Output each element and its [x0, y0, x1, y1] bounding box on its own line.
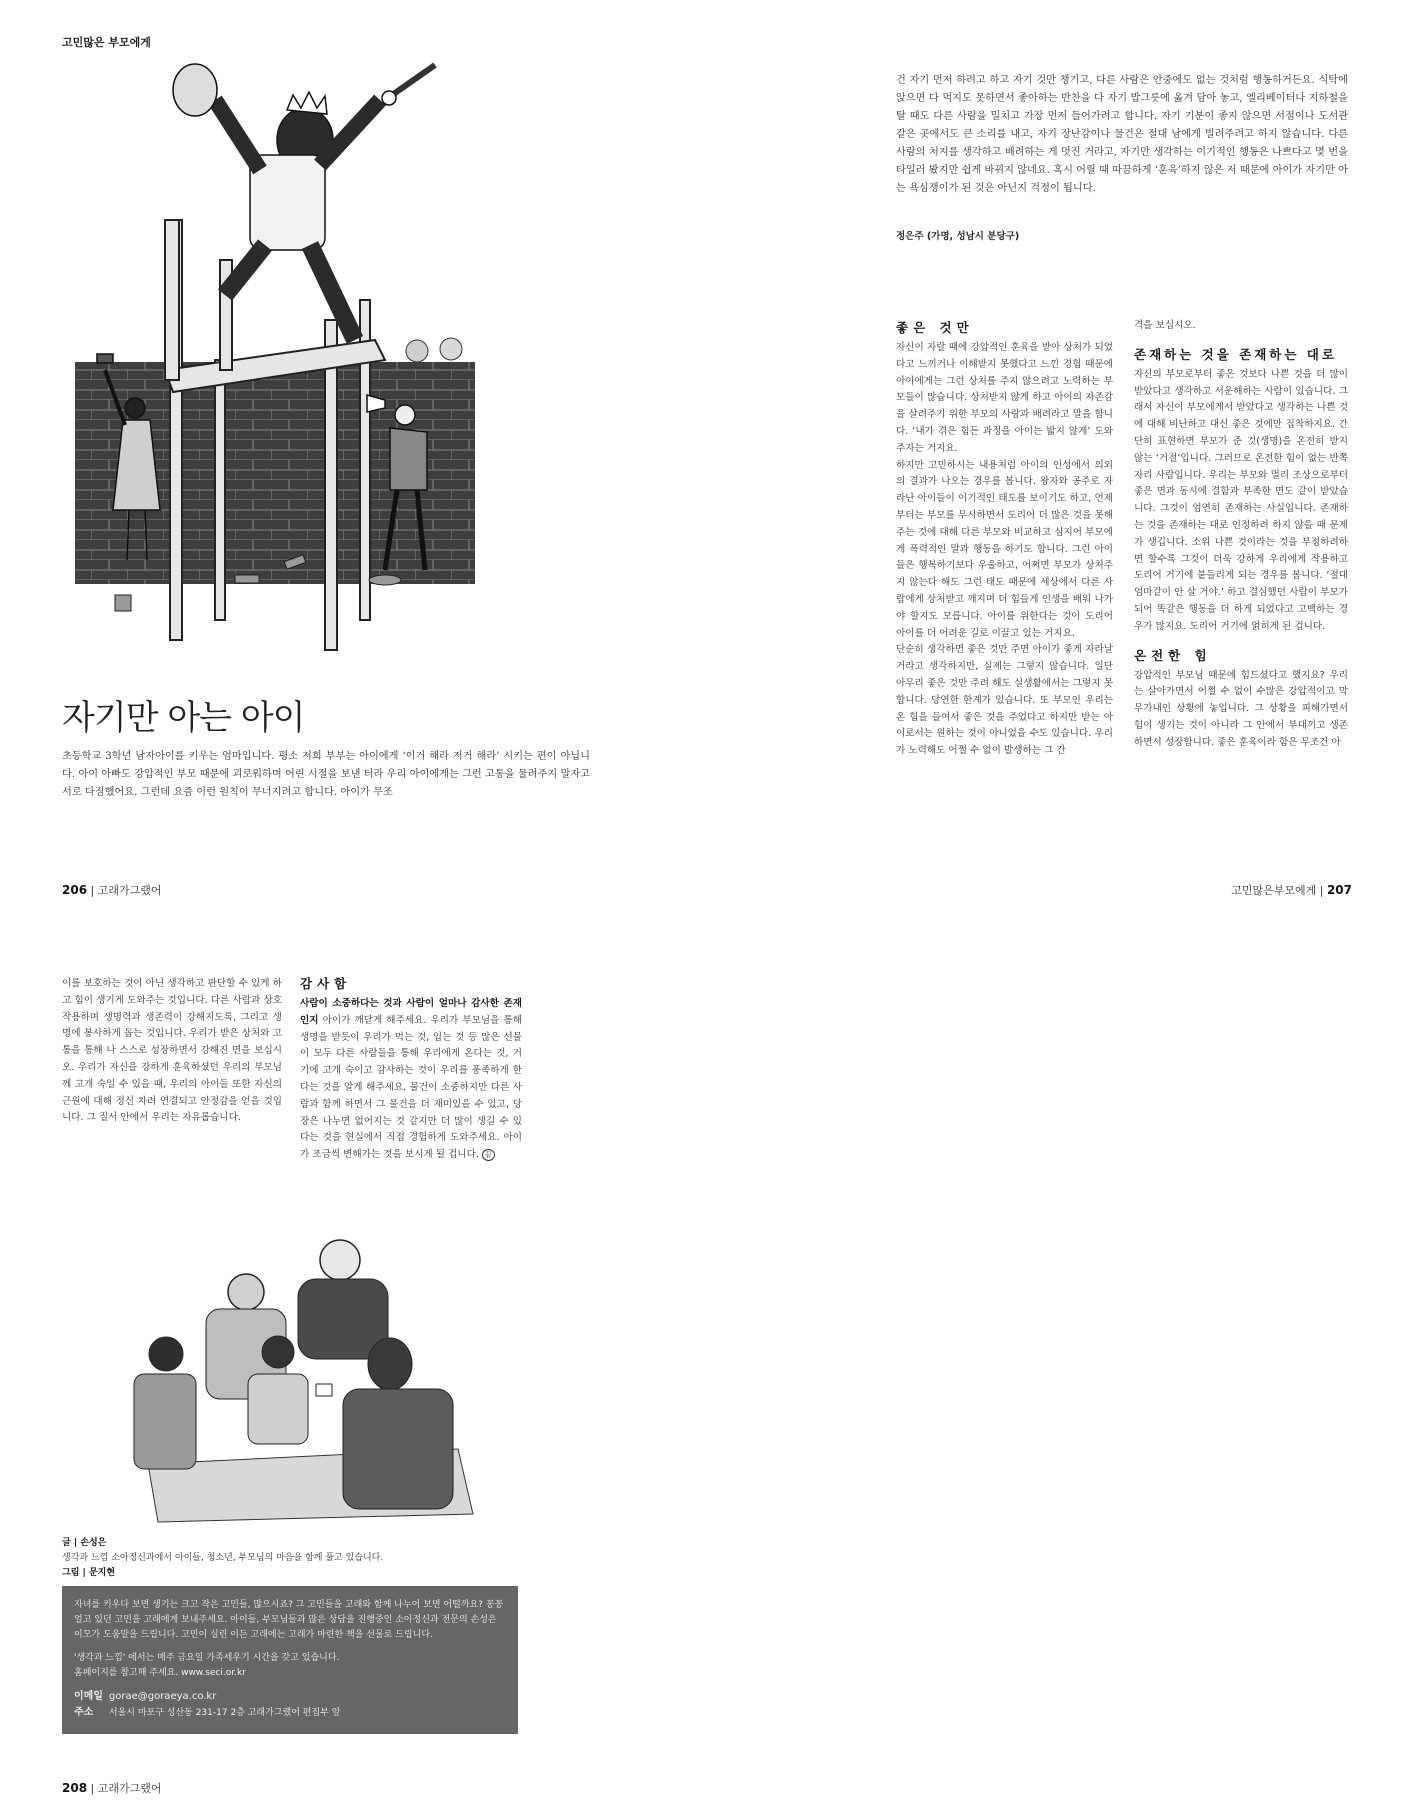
credit-writer-desc: 생각과 느낌 소아정신과에서 아이들, 청소년, 부모님의 마음을 함께 풀고 있습니다. [62, 1553, 384, 1563]
illustration-family-gathering [128, 1234, 488, 1524]
text-thanks-body: 아이가 깨닫게 해주세요. 우리가 부모님을 통해 생명을 받듯이 우리가 먹는 것, 입는 것 등 많은 선물이 모두 다른 사람들을 통해 우리에게 온다는 것, 거기에 고개 숙이고 감사하는 것이 우리를 풍족하게 한다는 것을 알게 해주세요. 물건이 소중하지만 다른 사람과 함께 하면서 그 물건을 더 재미있을 수 있고, 당장은 나누면 없어지는 것 같지만 더 많이 생길 수 있다는 것을 현실에서 직접 경험하게 도와주세요. 아이가 조금씩 변해가는 것을 보시게 될 겁니다. [300, 1014, 522, 1161]
text-thanks [300, 996, 522, 1164]
column-left-207 [896, 312, 1113, 760]
box-text-1: 자녀를 키우다 보면 생기는 크고 작은 고민들, 많으시죠? 그 고민들을 고래와 함께 나누어 보면 어떨까요? 꽁꽁 얼고 있던 고민을 고래에게 보내주세요. 아이들, 부모님들과 많은 상담을 진행중인 소아정신과 전문의 손성은 이모가 도움말을 드립니다. 고민이 실린 이든 고래에는 고래가 마련한 책을 선물로 드립니다. [74, 1600, 504, 1640]
text-left-208: 이를 보호하는 것이 아닌 생각하고 판단할 수 있게 하고 힘이 생기게 도와주는 것입니다. 다른 사람과 상호작용하며 생명력과 생존력이 강해지도록, 그리고 생명에 봉사하게 돕는 것입니다. 우리가 받은 상처와 고통을 통해 나 스스로 성장하면서 강해진 면을 보십시오. 우리가 자신을 강하게 훈육하셨던 우리의 부모님께 고개 숙일 수 있을 때, 우리의 아이들 또한 자신의 근원에 대해 정신 차려 연결되고 안정감을 얻을 것입니다. 그 질서 안에서 우리는 자유롭습니다. [62, 978, 282, 1124]
folio-208: 208 | 고래가그랬어 [62, 1781, 162, 1795]
article-title: 자기만 아는 아이 [62, 698, 305, 738]
box-text-3: 홈페이지를 참고해 주세요. www.seci.or.kr [74, 1668, 246, 1678]
address-value: 서울시 마포구 성산동 231-17 2층 고래가그랬어 편집부 앞 [108, 1708, 341, 1718]
letter-author: 정은주 (가명, 성남시 분당구) [896, 231, 1020, 242]
heading-thanks: 감사함 [300, 976, 352, 991]
illustration-gorilla-on-chair [55, 40, 495, 690]
letter-intro: 초등학교 3학년 남자아이를 키우는 엄마입니다. 평소 저희 부부는 아이에게 ‘이거 해라 저거 해라’ 시키는 편이 아닙니다. 아이 아빠도 강압적인 부모 때문에 괴로워하며 어린 시절을 보낸 터라 우리 아이에게는 그런 고통을 물려주지 말자고 서로 다짐했어요. 그런데 요즘 이런 원칙이 무너지려고 합니다. 아이가 무조 [62, 751, 590, 798]
text-good-2: 하지만 고민하시는 내용처럼 아이의 인성에서 의외의 결과가 나오는 경우를 봅니다. 왕자와 공주로 자라난 아이들이 이기적인 태도를 보이기도 하고, 언제부터는 부모를 무시하면서 도리어 더 많은 것을 못해주는 것에 대해 다른 부모와 비교하고 심지어 부모에게 폭력적인 말과 행동을 하기도 합니다. 그런 아이들은 행복하기보다 우울하고, 어쩌면 부모가 상처주지 않는다 해도 그런 태도 때문에 세상에서 다른 사람에게 상처받고 깨지며 더 힘들게 인생을 배워 나가야 할지도 모릅니다. 아이를 위한다는 것이 도리어 아이를 더 어려운 길로 이끌고 있는 거지요. [896, 459, 1113, 639]
email-label: 이메일 [74, 1691, 103, 1702]
text-good-3: 단순히 생각하면 좋은 것만 주면 아이가 좋게 자라날 거라고 생각하지만, 실제는 그렇지 않습니다. 일단 아무리 좋은 것만 주려 해도 실생활에서는 그렇지 못합니다. 당연한 한계가 있습니다. 또 부모인 우리는 온 힘을 들여서 좋은 것을 주었다고 하지만 받는 아이로서는 원하는 것이 아니었을 수도 있습니다. 우리가 노력해도 어쩔 수 없이 발생하는 그 간 [896, 644, 1113, 757]
box-text-2: '생각과 느낌' 에서는 매주 금요일 가족세우기 시간을 갖고 있습니다. [74, 1653, 340, 1663]
heading-whole-power: 온전한 힘 [1134, 647, 1212, 663]
letter-continued: 건 자기 먼저 하려고 하고 자기 것만 챙기고, 다른 사람은 안중에도 없는 것처럼 행동하거든요. 식탁에 앉으면 다 먹지도 못하면서 좋아하는 반찬을 다 자기 밥그릇에 옮겨 담아 놓고, 엘리베이터나 지하철을 탈 때도 다른 사람을 밀치고 가장 먼저 들어가려고 합니다. 자기 기분이 좋지 않으면 서점이나 도서관 같은 곳에서도 큰 소리를 내고, 자기 장난감이나 물건은 절대 남에게 빌려주려고 하지 않습니다. 다른 사람의 처지를 생각하고 배려하는 게 멋진 거라고, 자기만 생각하는 이기적인 행동은 나쁘다고 몇 번을 타일러 봤지만 쉽게 바뀌지 않네요. 혹시 어릴 때 따끔하게 ‘훈육’하지 않은 저 때문에 아이가 자기만 아는 욕심쟁이가 된 것은 아닌지 걱정이 됩니다. [896, 75, 1348, 194]
email-link[interactable]: gorae@goraeya.co.kr [108, 1691, 217, 1702]
text-whole: 강압적인 부모님 때문에 힘드셨다고 했지요? 우리는 살아가면서 어쩔 수 없이 수많은 강압적이고 막무가내인 상황에 놓입니다. 그 상황을 피해가면서 힘이 생기는 것이 아니라 그 안에서 부대끼고 생존하면서 성장합니다. 좋은 훈육이라 함은 무조건 아 [1134, 669, 1348, 748]
credits [62, 1536, 383, 1581]
text-good-1: 자신이 자랄 때에 강압적인 훈육을 받아 상처가 되었다고 느끼거나 이해받지 못했다고 느낀 경험 때문에 아이에게는 그런 상처를 주지 않으려고 노력하는 부모들이 많습니다. 상처받지 않게 하고 아이의 자존감을 살려주기 위한 부모의 사랑과 배려라고 말을 합니다. ‘내가 겪은 힘든 과정을 아이는 밟지 않게’ 도와주자는 거지요. [896, 342, 1113, 454]
folio-206: 206 | 고래가그랬어 [62, 883, 162, 897]
credit-illustrator: 그림 | 문지현 [62, 1568, 116, 1578]
submission-info-box [62, 1586, 518, 1734]
text-thanks-bold: 사람이 소중하다는 것과 사람이 얼마나 감사한 존재인지 [300, 998, 522, 1026]
credit-writer: 글 | 손성은 [62, 1538, 107, 1548]
text-right-top: 격을 보십시오. [1134, 320, 1196, 331]
text-exist: 자신의 부모로부터 좋은 것보다 나쁜 것을 더 많이 받았다고 생각하고 서운해하는 사람이 있습니다. 그래서 자신이 부모에게서 받았다고 생각하는 나쁜 것에 대해 비난하고 대신 좋은 것에만 집착하지요. 간단히 표현하면 부모가 준 것(생명)을 온전히 받지 않는 ‘거절’입니다. 그러므로 온전한 힘이 없는 반쪽자리 사람입니다. 우리는 부모와 멀리 조상으로부터 좋은 면과 동시에 결함과 부족한 면도 같이 받았습니다. 그것이 엄연히 존재하는 사실입니다. 존재하는 것을 존재하는 대로 인정하려 하지 않을 때 문제가 생깁니다. 소위 나쁜 것이라는 것을 부정하려하면 할수록 그것이 더욱 강하게 우리에게 작용하고 도리어 거기에 붙들리게 되는 경우를 봅니다. ‘절대 엄마같이 안 살 거야.’ 하고 결심했던 사람이 부모가 되어 똑같은 행동을 더 하게 되었다고 고백하는 경우가 많지요. 도리어 거기에 얽히게 된 겁니다. [1134, 368, 1348, 632]
address-label: 주소 [74, 1707, 94, 1718]
folio-207: 고민많은부모에게 | 207 [1231, 883, 1352, 897]
box-address-row [74, 1705, 506, 1721]
end-mark-icon: 끝 [482, 1149, 495, 1161]
column-right-207 [1134, 318, 1348, 752]
box-email-row [74, 1689, 506, 1705]
section-label: 고민많은 부모에게 [62, 36, 151, 49]
column-thanks [300, 968, 522, 1164]
heading-exist: 존재하는 것을 존재하는 대로 [1134, 346, 1337, 362]
heading-good-things: 좋은 것만 [896, 320, 974, 335]
